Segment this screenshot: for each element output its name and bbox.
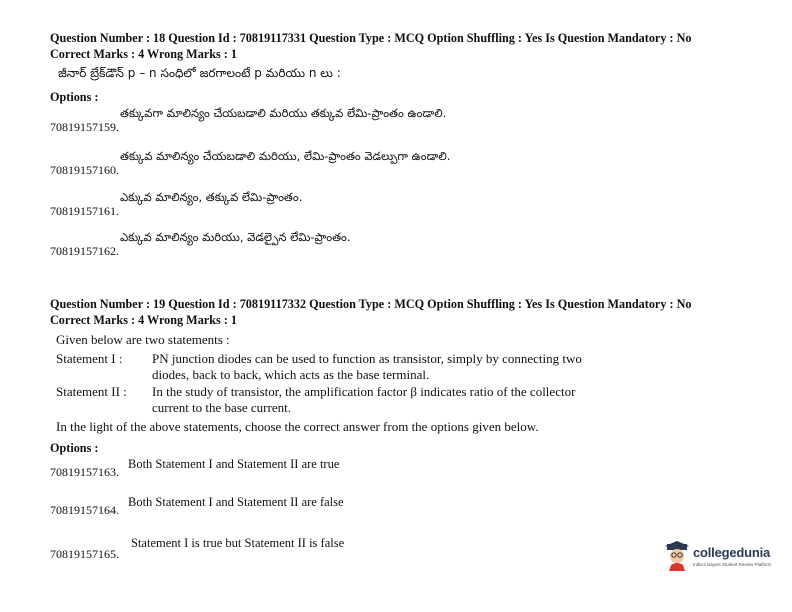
- statement-2: [56, 384, 616, 418]
- question-19-instruction: In the light of the above statements, choose the correct answer from the options given below.: [56, 419, 539, 434]
- option-id: 70819157159.: [50, 120, 119, 134]
- statement-2-text: In the study of transistor, the amplification factor β indicates ratio of the collector current to the base current.: [152, 384, 576, 415]
- option-id: 70819157163.: [50, 465, 119, 479]
- question-19-meta: Question Number : 19 Question Id : 70819117332 Question Type : MCQ Option Shuffling : Yes Is Question Mandatory : No: [50, 297, 692, 311]
- option-text: తక్కువగా మాలిన్యం చేయబడాలి మరియు తక్కువ లేమి-ప్రాంతం ఉండాలి.: [120, 106, 447, 120]
- option-text: ఎక్కువ మాలిన్యం మరియు, వెడల్పైన లేమి-ప్రాంతం.: [120, 230, 351, 244]
- option-text: Both Statement I and Statement II are false: [128, 495, 344, 509]
- collegedunia-logo: [664, 541, 784, 575]
- option-id: 70819157165.: [50, 547, 119, 561]
- statement-1: [56, 351, 616, 385]
- statement-1-text: PN junction diodes can be used to function as transistor, simply by connecting two diodes, back to back, which acts as the base terminal.: [152, 351, 582, 382]
- option-text: తక్కువ మాలిన్యం చేయబడాలి మరియు, లేమి-ప్రాంతం వెడల్పుగా ఉండాలి.: [120, 149, 451, 163]
- question-19-intro: Given below are two statements :: [56, 332, 230, 347]
- question-18-marks: Correct Marks : 4 Wrong Marks : 1: [50, 47, 237, 61]
- question-18-meta: Question Number : 18 Question Id : 70819117331 Question Type : MCQ Option Shuffling : Yes Is Question Mandatory : No: [50, 31, 692, 45]
- option-text: Statement I is true but Statement II is false: [131, 536, 345, 550]
- option-id: 70819157164.: [50, 503, 119, 517]
- logo-brand: collegedunia: [693, 545, 771, 560]
- option-text: Both Statement I and Statement II are true: [128, 457, 340, 471]
- question-18-options-label: Options :: [50, 90, 99, 104]
- statement-1-label: Statement I :: [56, 351, 123, 366]
- logo-tagline: India's largest Student Review Platform: [693, 562, 772, 567]
- question-19-marks: Correct Marks : 4 Wrong Marks : 1: [50, 313, 237, 327]
- option-id: 70819157162.: [50, 244, 119, 258]
- option-id: 70819157160.: [50, 163, 119, 177]
- question-18-stem: జీనార్ బ్రేక్‌డౌన్ p – n సంధిలో జరగాలంటే p మరియు n లు :: [58, 66, 341, 80]
- question-19-options-label: Options :: [50, 441, 99, 455]
- option-id: 70819157161.: [50, 204, 119, 218]
- option-text: ఎక్కువ మాలిన్యం, తక్కువ లేమి-ప్రాంతం.: [120, 190, 303, 204]
- mascot-icon: [664, 541, 690, 571]
- question-18-header: [50, 30, 691, 62]
- statement-2-label: Statement II :: [56, 384, 127, 399]
- question-19-header: [50, 296, 691, 328]
